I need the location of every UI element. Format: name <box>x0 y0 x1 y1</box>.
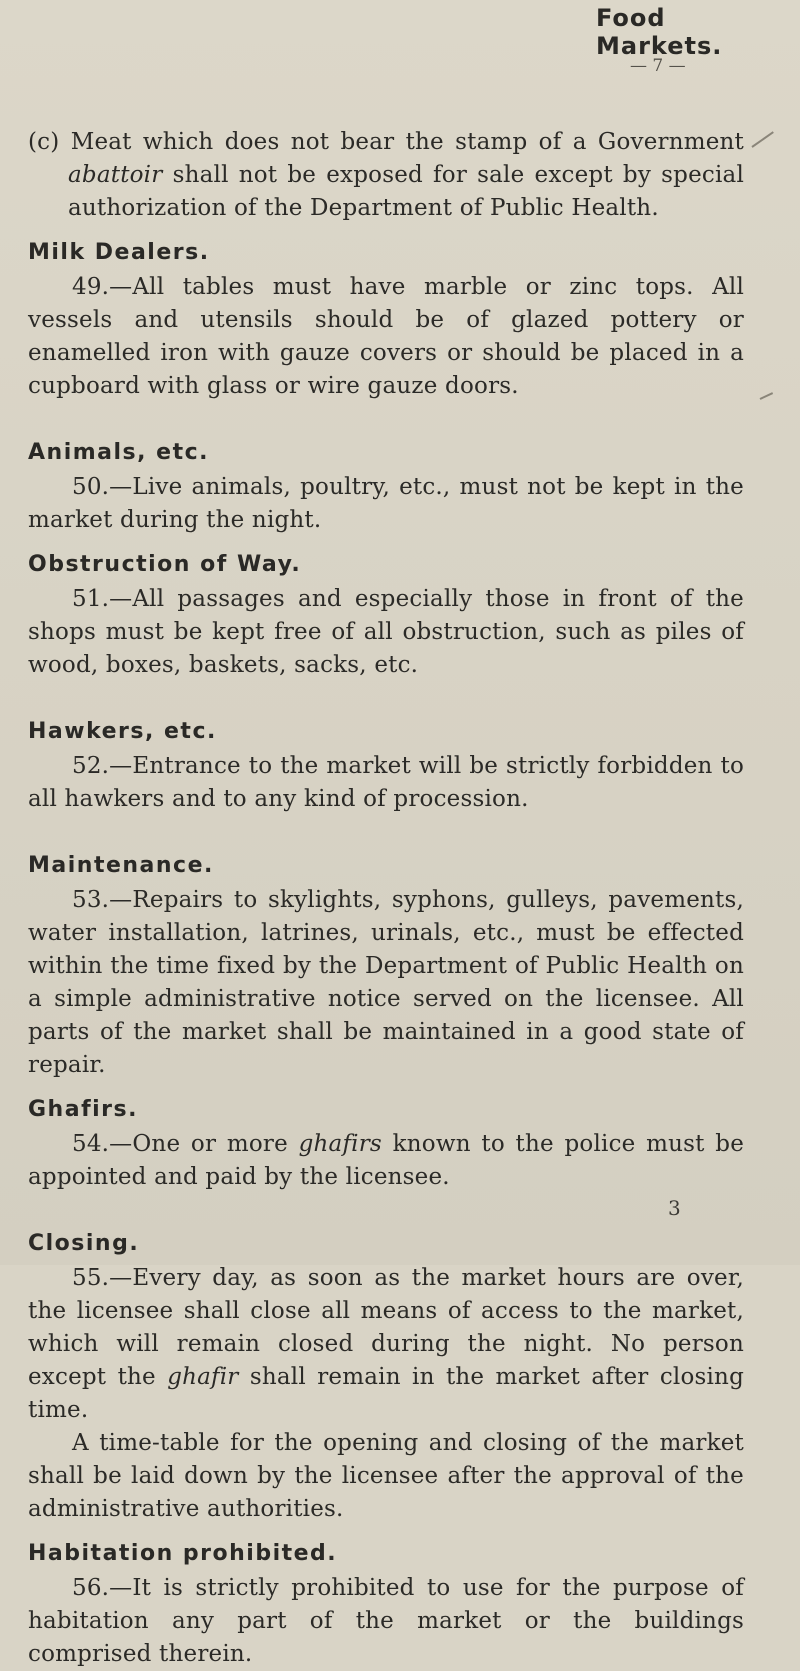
ghafir-term: ghafir <box>167 1364 239 1390</box>
section-heading-ghafirs: Ghafirs. <box>28 1097 138 1122</box>
clause-text: shall not be exposed for sale except by special authorization of the Department of Public Health. <box>68 162 745 221</box>
paragraph-50: 50.—Live animals, poultry, etc., must not be kept in the market during the night. <box>28 474 744 533</box>
margin-pencil-mark <box>751 131 773 148</box>
paragraph-text: 54.—One or more <box>72 1131 288 1157</box>
paragraph-55-continued: A time-table for the opening and closing of the market shall be laid down by the licensee after the approval of the administrative authorities. <box>28 1430 744 1522</box>
page-marker: — 7 — <box>630 56 686 76</box>
clause-text: Meat which does not bear the stamp of a Government <box>70 129 744 155</box>
margin-pencil-mark <box>760 392 774 400</box>
section-heading-hawkers: Hawkers, etc. <box>28 719 217 744</box>
section-heading-obstruction: Obstruction of Way. <box>28 552 302 577</box>
section-heading-animals: Animals, etc. <box>28 440 209 465</box>
paragraph-51: 51.—All passages and especially those in front of the shops must be kept free of all obstruction, such as piles of wood, boxes, baskets, sacks, etc. <box>28 586 744 678</box>
running-title: Food Markets. <box>596 4 723 60</box>
section-heading-maintenance: Maintenance. <box>28 853 214 878</box>
page-number: 3 <box>668 1196 681 1220</box>
paragraph-52: 52.—Entrance to the market will be strictly forbidden to all hawkers and to any kind of procession. <box>28 753 744 812</box>
paragraph-54 <box>28 1128 744 1194</box>
section-heading-habitation: Habitation prohibited. <box>28 1541 338 1566</box>
paragraph-53: 53.—Repairs to skylights, syphons, gulleys, pavements, water installation, latrines, urinals, etc., must be effected within the time fixed by the Department of Public Health on a simple administrative notice served on the licensee. All parts of the market shall be maintained in a good state of repair. <box>28 887 744 1078</box>
paragraph-text: known to the police must be appointed and paid by the licensee. <box>28 1131 745 1190</box>
paragraph-56: 56.—It is strictly prohibited to use for the purpose of habitation any part of the market or the buildings comprised therein. <box>28 1575 744 1667</box>
paragraph-55 <box>28 1262 744 1427</box>
clause-c-paragraph <box>28 126 744 225</box>
abattoir-term: abattoir <box>68 162 163 188</box>
paragraph-text: shall remain in the market after closing time. <box>28 1364 744 1423</box>
section-heading-milk-dealers: Milk Dealers. <box>28 240 210 265</box>
paragraph-text: 55.—Every day, as soon as the market hours are over, the licensee shall close all means of access to the market, which will remain closed during the night. No person except the <box>28 1265 744 1390</box>
ghafirs-term: ghafirs <box>298 1131 382 1157</box>
paragraph-49: 49.—All tables must have marble or zinc tops. All vessels and utensils should be of glazed pottery or enamelled iron with gauze covers or should be placed in a cupboard with glass or wire gauze doors. <box>28 274 744 399</box>
clause-label: (c) <box>28 129 60 155</box>
section-heading-closing: Closing. <box>28 1231 140 1256</box>
document-body <box>28 126 744 1671</box>
